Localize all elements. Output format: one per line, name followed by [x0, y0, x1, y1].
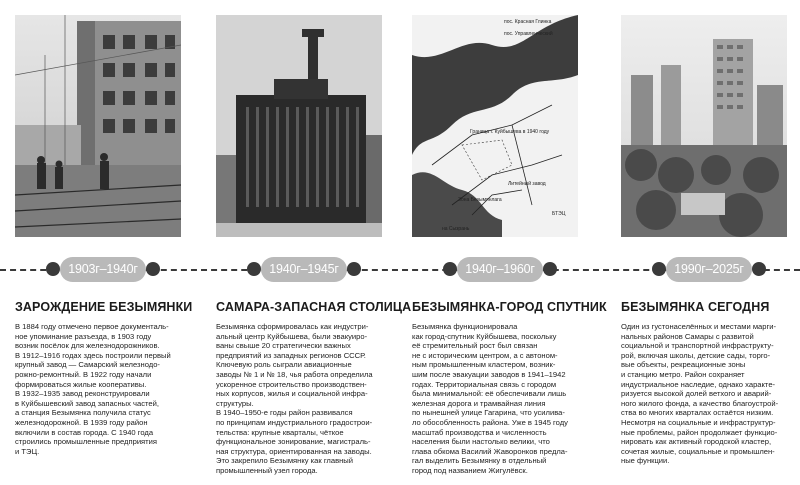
map-label-city: Граница г. Куйбышева в 1940 году	[470, 129, 550, 135]
period-title: САМАРА-ЗАПАСНАЯ СТОЛИЦА	[216, 300, 412, 314]
photo-modern-district	[621, 15, 787, 237]
timeline-dot-left	[247, 262, 261, 276]
railway-houses-image	[15, 15, 181, 237]
timeline-dot-right	[543, 262, 557, 276]
period-dates-badge: 1940г–1960г	[457, 257, 543, 282]
period-1940-1945	[216, 0, 412, 485]
period-title: ЗАРОЖДЕНИЕ БЕЗЫМЯНКИ	[15, 300, 193, 314]
period-dates-badge: 1903г–1940г	[60, 257, 146, 282]
timeline-dot-right	[146, 262, 160, 276]
period-1903-1940	[15, 0, 193, 485]
period-dates-badge: 1990г–2025г	[666, 257, 752, 282]
period-description: В 1884 году отмечено первое документаль- ное упоминание разъезда, в 1903 году возник посёлок для железнодорожников. В 1912–1916 годах здесь построили первый крупный завод — Самарский железнодо- рожно-ремонтный. В 1922 году начали формироваться жилые кооперативы. В 1932–1935 завод реконструировали в Куйбышевский завод запасных частей, а станция Безымянка получила статус железнодорожной. В 1939 году район включили в состав города. С 1940 года строились промышленные предприятия и ТЭЦ.	[15, 322, 171, 456]
period-1940-1960	[412, 0, 607, 485]
map-label-bottom: на Сызрань	[442, 226, 470, 232]
period-title: БЕЗЫМЯНКА-ГОРОД СПУТНИК	[412, 300, 607, 314]
photo-historic-map	[412, 15, 578, 237]
map-label-btec: БТЭЦ	[552, 211, 566, 217]
period-description: Один из густонаселённых и местами марги- нальных районов Самары с развитой социальной и транспортной инфраструкту- рой, включая школы, детские сады, торго- вые объекты, рекреационные зоны и станцию метро. Район сохраняет индустриальное наследие, однако характе- ризуется высокой долей ветхого и аварий- ного жилого фонда, а качество благоустрой- ства во многих кварталах остаётся низким. Несмотря на социальные и инфраструктур- ные проблемы, район продолжает функцио- нировать как активный городской кластер, сочетая жилые, социальные и промышлен- ные функции.	[621, 322, 779, 466]
photo-railway-houses	[15, 15, 181, 237]
timeline-dot-right	[752, 262, 766, 276]
industrial-building-image	[216, 15, 382, 237]
map-label-zone: Зона Безымянлага	[458, 197, 502, 203]
period-description: Безымянка сформировалась как индустри- альный центр Куйбышева, были эвакуиро- ваны свыше 20 стратегически важных предприятий из западных регионов СССР. Ключевую роль сыграли авиационные заводы № 1 и № 18, чья работа определила ускоренное строительство производствен- ных корпусов, жилья и социальной инфра- структуры. В 1940–1950-е годы район развивался по принципам индустриального градострои- тельства: крупные кварталы, чёткое функциональное зонирование, магистраль- ная структура, ориентированная на заводы. Это закрепило Безымянку как главный промышленный узел города.	[216, 322, 373, 475]
period-description: Безымянка функционировала как город-спутник Куйбышева, поскольку её стремительный рост был связан не с историческим центром, а с автоном- ным промышленным кластером, возник- шим после эвакуации заводов в 1941–1942 годах. Территориальная связь с городом была минимальной: её обеспечивали лишь железная дорога и трамвайная линия по нынешней улице Гагарина, что усилива- ло обособленность района. Уже в 1945 году масштаб производства и численность населения были настолько велики, что глава обкома Василий Жаворонков предла- гал выделить Безымянку в отдельный город под названием Жигулёвск.	[412, 322, 568, 475]
timeline-dot-left	[652, 262, 666, 276]
photo-industrial-building	[216, 15, 382, 237]
period-title: БЕЗЫМЯНКА СЕГОДНЯ	[621, 300, 770, 314]
historic-map-image	[412, 15, 578, 237]
map-label-village-upr: пос. Управленческий	[504, 31, 553, 37]
map-label-plant: Литейный завод	[508, 181, 546, 187]
map-label-village-top: пос. Красная Глинка	[504, 19, 552, 25]
timeline-dot-left	[46, 262, 60, 276]
period-dates-badge: 1940г–1945г	[261, 257, 347, 282]
timeline-dot-left	[443, 262, 457, 276]
period-1990-2025	[621, 0, 789, 485]
timeline-dot-right	[347, 262, 361, 276]
modern-district-image	[621, 15, 787, 237]
